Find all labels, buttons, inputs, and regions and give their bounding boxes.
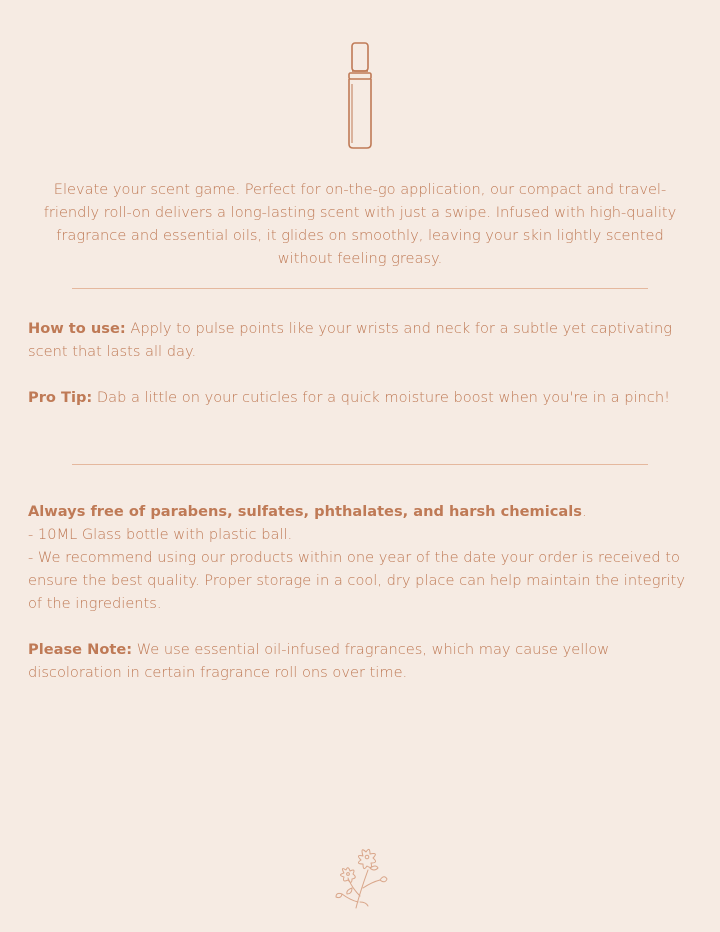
- how-to-use-text: Apply to pulse points like your wrists and neck for a subtle yet captivating scent that lasts all day.: [28, 320, 672, 360]
- please-note-label: Please Note:: [28, 641, 133, 658]
- please-note-paragraph: [28, 638, 694, 684]
- roll-on-bottle-icon: [343, 40, 377, 152]
- product-description: Elevate your scent game. Perfect for on-the-go application, our compact and travel-friendly roll-on delivers a long-lasting scent with just a swipe. Infused with high-quality fragrance and essential oils, it glides on smoothly, leaving your skin lightly scented without feeling greasy.: [43, 181, 677, 267]
- divider-bottom: [72, 464, 648, 465]
- pro-tip-paragraph: [28, 386, 694, 409]
- divider-top: [72, 288, 648, 289]
- floral-sprig-icon: [330, 842, 390, 912]
- pro-tip-text: Dab a little on your cuticles for a quick moisture boost when you're in a pinch!: [92, 389, 670, 406]
- bottle-info-line: - 10ML Glass bottle with plastic ball.: [28, 526, 293, 543]
- how-to-use-paragraph: [28, 317, 694, 363]
- always-free-line: [28, 500, 694, 523]
- always-free-label: Always free of parabens, sulfates, phthalates, and harsh chemicals: [28, 503, 582, 520]
- shelf-life-line: - We recommend using our products within one year of the date your order is received to ensure the best quality. Proper storage in a cool, dry place can help maintain the integrity of the ingredients.: [28, 549, 685, 612]
- pro-tip-label: Pro Tip:: [28, 389, 93, 406]
- ingredients-section: [28, 500, 694, 615]
- how-to-use-label: How to use:: [28, 320, 126, 337]
- please-note-text: We use essential oil-infused fragrances, which may cause yellow discoloration in certain fragrance roll ons over time.: [28, 641, 610, 681]
- always-free-suffix: .: [581, 503, 587, 520]
